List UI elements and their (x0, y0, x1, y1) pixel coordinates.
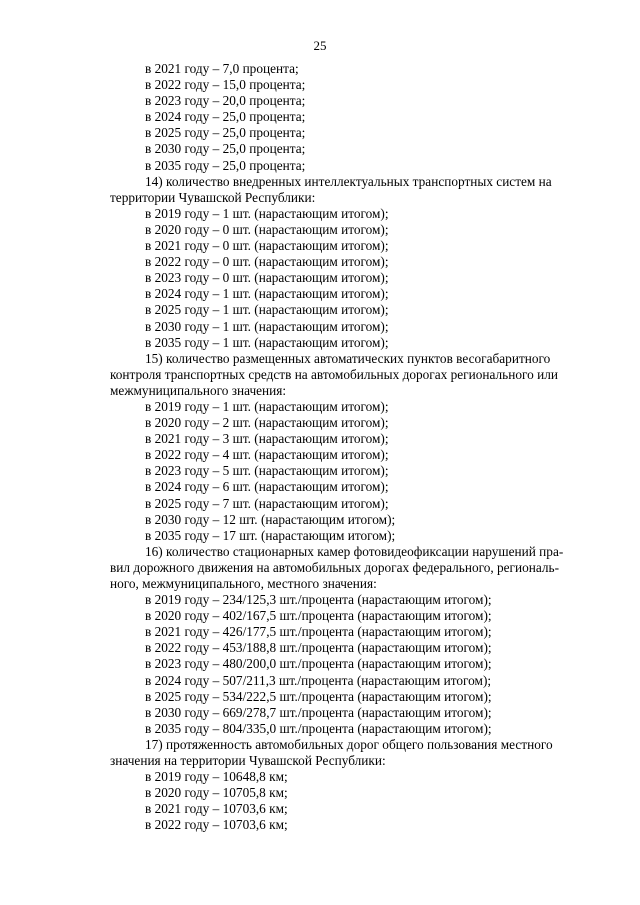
list-item: в 2035 году – 1 шт. (нарастающим итогом); (145, 334, 389, 350)
list-item: в 2035 году – 804/335,0 шт./процента (нарастающим итогом); (145, 720, 492, 736)
list-item: в 2024 году – 6 шт. (нарастающим итогом); (145, 479, 389, 495)
list-item: в 2023 году – 5 шт. (нарастающим итогом); (145, 463, 389, 479)
list-item: в 2021 году – 7,0 процента; (145, 61, 299, 76)
heading-line: 16) количество стационарных камер фотовидеофиксации нарушений пра- (145, 543, 564, 559)
list-item: в 2020 году – 2 шт. (нарастающим итогом); (145, 415, 389, 431)
list-item: в 2021 году – 426/177,5 шт./процента (нарастающим итогом); (145, 624, 492, 640)
list-item: в 2023 году – 20,0 процента; (145, 93, 306, 109)
list-item: в 2019 году – 1 шт. (нарастающим итогом); (145, 205, 389, 221)
list-item: в 2021 году – 3 шт. (нарастающим итогом); (145, 431, 389, 447)
section-16 (110, 543, 564, 737)
list-item: в 2020 году – 402/167,5 шт./процента (нарастающим итогом); (145, 608, 492, 624)
heading-line: ного, межмуниципального, местного значения: (110, 576, 377, 591)
section-17-heading (110, 736, 553, 769)
heading-line: значения на территории Чувашской Республики: (110, 753, 386, 769)
heading-line: 15) количество размещенных автоматических пунктов весогабаритного (145, 350, 551, 366)
list-item: в 2023 году – 480/200,0 шт./процента (нарастающим итогом); (145, 656, 492, 672)
section-15-heading (110, 350, 558, 399)
list-item: в 2019 году – 1 шт. (нарастающим итогом); (145, 398, 389, 414)
list-item: в 2030 году – 25,0 процента; (145, 141, 306, 157)
section-14-heading (110, 173, 552, 206)
list-item: в 2022 году – 10703,6 км; (145, 817, 288, 833)
list-item: в 2024 году – 25,0 процента; (145, 109, 306, 125)
list-item: в 2024 году – 507/211,3 шт./процента (нарастающим итогом); (145, 672, 492, 688)
list-item: в 2021 году – 10703,6 км; (145, 801, 288, 817)
list-item: в 2030 году – 12 шт. (нарастающим итогом); (145, 511, 396, 527)
list-item: в 2022 году – 15,0 процента; (145, 77, 306, 93)
list-item: в 2020 году – 0 шт. (нарастающим итогом); (145, 221, 389, 237)
list-item: в 2035 году – 17 шт. (нарастающим итогом); (145, 527, 396, 543)
section-14 (110, 173, 552, 351)
list-item: в 2025 году – 1 шт. (нарастающим итогом); (145, 302, 389, 318)
heading-line: вил дорожного движения на автомобильных дорогах федерального, региональ- (110, 559, 560, 575)
section-17 (110, 736, 553, 834)
page-number: 25 (313, 38, 327, 53)
list-item: в 2030 году – 1 шт. (нарастающим итогом); (145, 318, 389, 334)
heading-line: контроля транспортных средств на автомобильных дорогах регионального или (110, 366, 558, 382)
heading-line: 14) количество внедренных интеллектуальных транспортных систем на (145, 173, 552, 189)
block-a-list (110, 61, 540, 174)
list-item: в 2019 году – 234/125,3 шт./процента (нарастающим итогом); (145, 592, 492, 608)
list-item: в 2030 году – 669/278,7 шт./процента (нарастающим итогом); (145, 704, 492, 720)
list-item: в 2022 году – 0 шт. (нарастающим итогом); (145, 254, 389, 270)
list-item: в 2024 году – 1 шт. (нарастающим итогом); (145, 286, 389, 302)
list-item: в 2025 году – 25,0 процента; (145, 125, 306, 141)
list-item: в 2020 году – 10705,8 км; (145, 785, 288, 801)
list-item: в 2022 году – 453/188,8 шт./процента (нарастающим итогом); (145, 640, 492, 656)
section-15 (110, 350, 558, 544)
list-item: в 2022 году – 4 шт. (нарастающим итогом); (145, 447, 389, 463)
list-item: в 2019 году – 10648,8 км; (145, 769, 288, 785)
document-body (110, 61, 564, 834)
list-item: в 2035 году – 25,0 процента; (145, 157, 306, 173)
section-16-heading (110, 543, 564, 592)
list-item: в 2025 году – 534/222,5 шт./процента (нарастающим итогом); (145, 688, 492, 704)
heading-line: 17) протяженность автомобильных дорог общего пользования местного (145, 736, 553, 752)
heading-line: территории Чувашской Республики: (110, 189, 316, 205)
list-item: в 2023 году – 0 шт. (нарастающим итогом); (145, 270, 389, 286)
list-item: в 2025 году – 7 шт. (нарастающим итогом); (145, 495, 389, 511)
list-item: в 2021 году – 0 шт. (нарастающим итогом); (145, 238, 389, 254)
heading-line: межмуниципального значения: (110, 382, 287, 398)
